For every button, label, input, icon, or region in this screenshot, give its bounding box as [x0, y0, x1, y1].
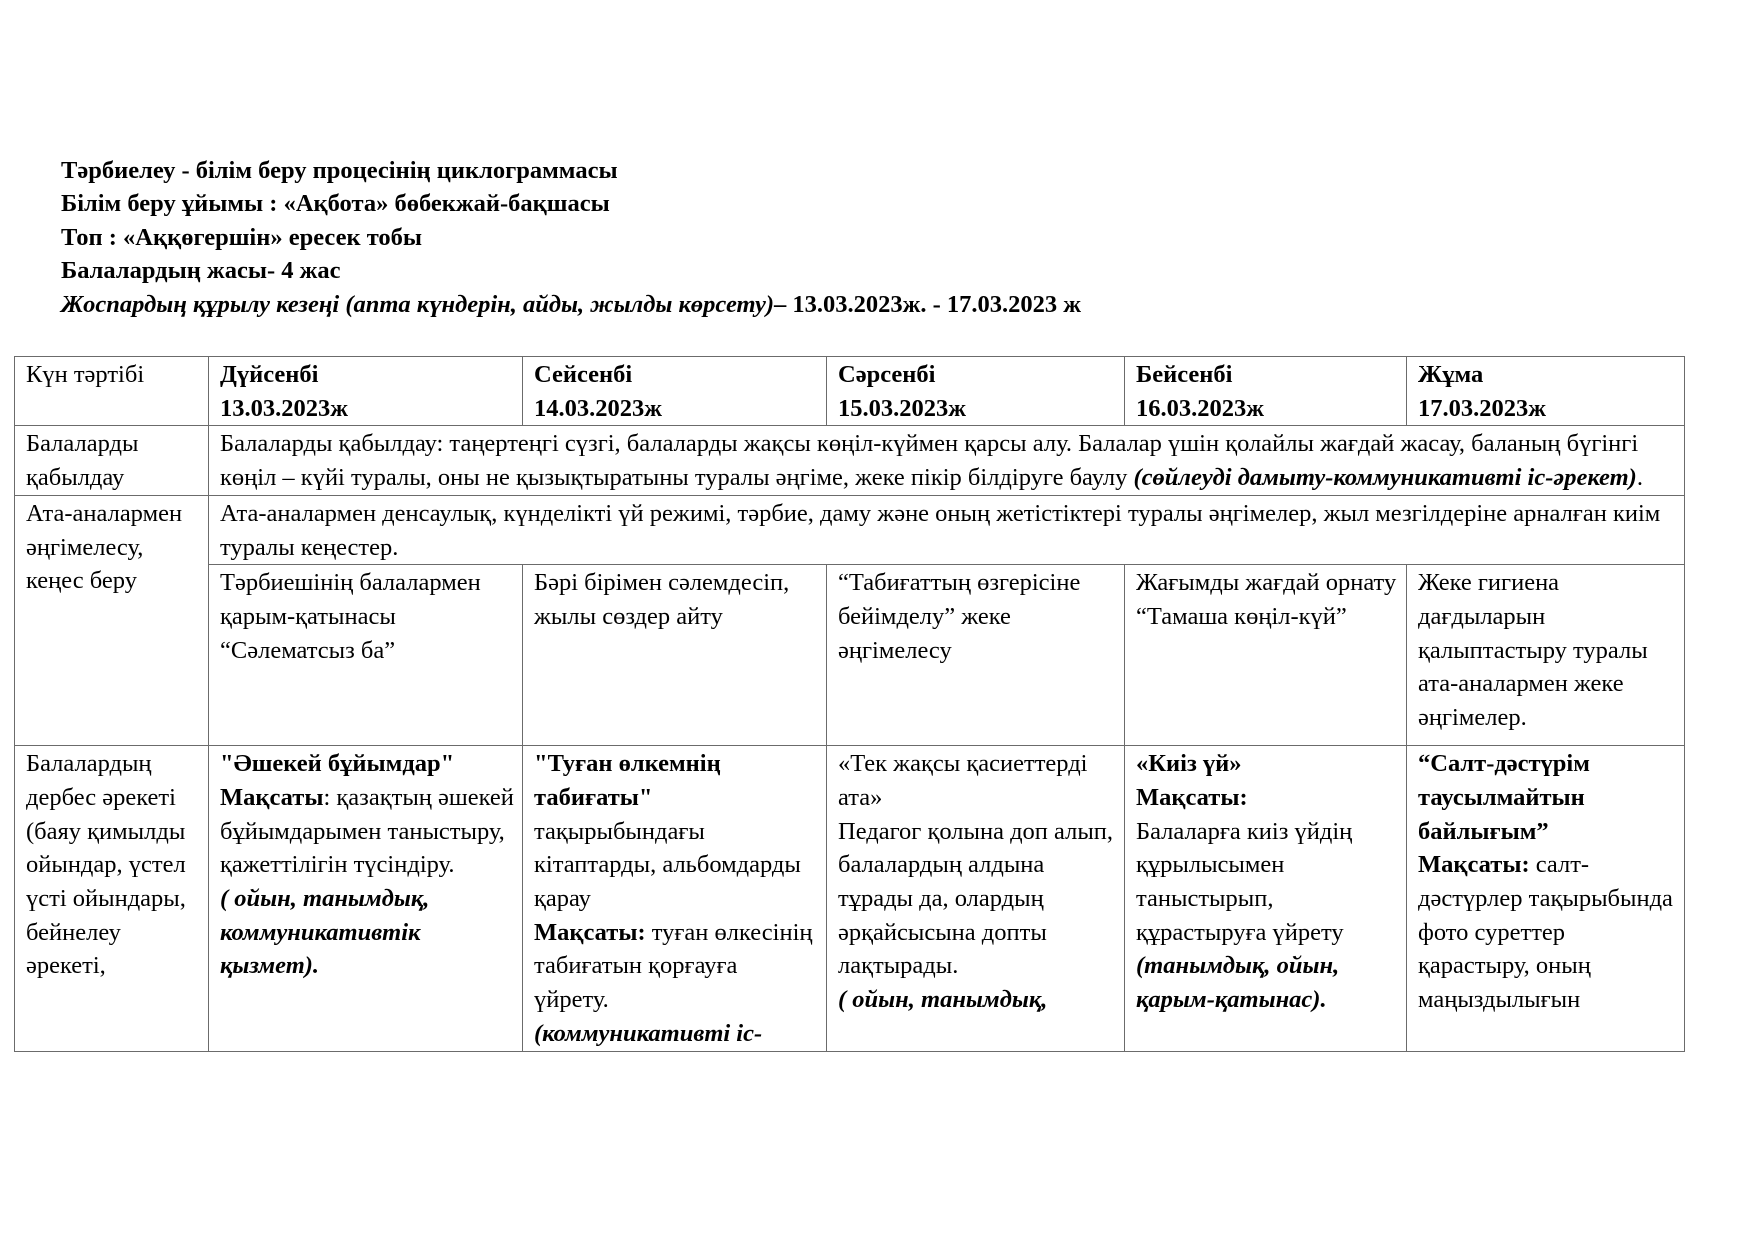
schedule-table — [14, 356, 1685, 1052]
table-header-row — [15, 357, 1685, 426]
header-group: Топ : «Аққөгершін» ересек тобы — [61, 223, 423, 251]
row-label-parents: Ата-аналармен әңгімелесу, кеңес беру — [15, 495, 209, 745]
day-header-friday: Жұма 17.03.2023ж — [1407, 357, 1685, 426]
header-period-label: Жоспардың құрылу кезеңі (апта күндерін, айды, жылды көрсету) — [61, 290, 774, 318]
table-row-reception — [15, 426, 1685, 495]
row-label-activity: Балалардың дербес әрекеті (баяу қимылды ойындар, үстел үсті ойындары, бейнелеу әрекеті, — [15, 746, 209, 1052]
table-row-parents-common — [15, 495, 1685, 564]
parents-cell-friday: Жеке гигиена дағдыларын қалыптастыру туралы ата-аналармен жеке әңгімелер. — [1407, 565, 1685, 746]
activity-cell-wednesday: «Тек жақсы қасиеттерді ата» Педагог қолына доп алып, балалардың алдына тұрады да, олардың әрқайсысына допты лақтырады. ( ойын, танымдық, — [827, 746, 1125, 1052]
header-period-dates: – 13.03.2023ж. - 17.03.2023 ж — [773, 290, 1082, 318]
activity-cell-monday: "Әшекей бұйымдар" Мақсаты: қазақтың әшекей бұйымдарымен таныстыру, қажеттілігін түсіндіру. ( ойын, танымдық, коммуникативтік қызмет). — [209, 746, 523, 1052]
parents-cell-thursday: Жағымды жағдай орнату “Тамаша көңіл-күй” — [1125, 565, 1407, 746]
header-title: Тәрбиелеу - білім беру процесінің циклограммасы — [61, 157, 618, 184]
row-label-reception: Балаларды қабылдау — [15, 426, 209, 495]
parents-cell-wednesday: “Табиғаттың өзгерісіне бейімделу” жеке әңгімелесу — [827, 565, 1125, 746]
activity-cell-thursday: «Киіз үй» Мақсаты: Балаларға киіз үйдің құрылысымен таныстырып, құрастыруға үйрету (танымдық, ойын, қарым-қатынас). — [1125, 746, 1407, 1052]
day-header-wednesday: Сәрсенбі 15.03.2023ж — [827, 357, 1125, 426]
header-period — [61, 288, 1081, 321]
reception-text: Балаларды қабылдау: таңертеңгі сүзгі, балаларды жақсы көңіл-күймен қарсы алу. Балалар үшін қолайлы жағдай жасау, баланың бүгінгі көңіл – күйі туралы, оны не қызықтыратыны туралы әңгіме, жеке пікір білдіруге баулу (сөйлеуді дамыту-коммуникативті іс-әрекет). — [209, 426, 1685, 495]
table-row-parents-daily — [15, 565, 1685, 746]
col-header-schedule: Күн тәртібі — [15, 357, 209, 426]
day-header-tuesday: Сейсенбі 14.03.2023ж — [523, 357, 827, 426]
activity-cell-tuesday: "Туған өлкемнің табиғаты" тақырыбындағы кітаптарды, альбомдарды қарау Мақсаты: туған өлкесінің табиғатын қорғауға үйрету. (коммуникативті іс- — [523, 746, 827, 1052]
parents-common-text: Ата-аналармен денсаулық, күнделікті үй режимі, тәрбие, даму және оның жетістіктері туралы әңгімелер, жыл мезгілдеріне арналған киім туралы кеңестер. — [209, 495, 1685, 564]
header-age: Балалардың жасы- 4 жас — [61, 257, 341, 285]
day-header-thursday: Бейсенбі 16.03.2023ж — [1125, 357, 1407, 426]
document-header — [61, 154, 1081, 321]
header-organization: Білім беру ұйымы : «Ақбота» бөбекжай-бақшасы — [61, 190, 610, 218]
activity-cell-friday: “Салт-дәстүрім таусылмайтын байлығым” Мақсаты: салт-дәстүрлер тақырыбында фото суреттер қарастыру, оның маңыздылығын — [1407, 746, 1685, 1052]
parents-cell-tuesday: Бәрі бірімен сәлемдесіп, жылы сөздер айту — [523, 565, 827, 746]
day-header-monday: Дүйсенбі 13.03.2023ж — [209, 357, 523, 426]
parents-cell-monday: Тәрбиешінің балалармен қарым-қатынасы “Сәлематсыз ба” — [209, 565, 523, 746]
table-row-activity — [15, 746, 1685, 1052]
